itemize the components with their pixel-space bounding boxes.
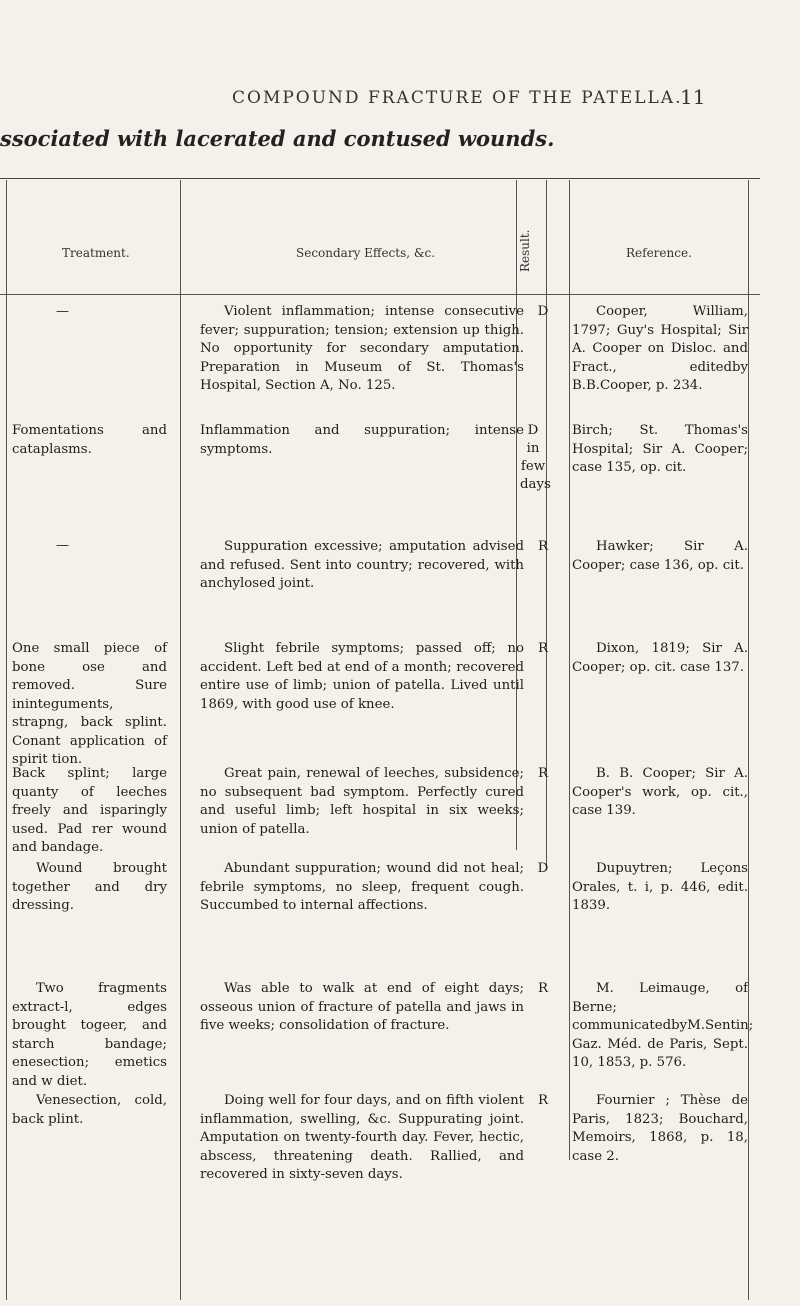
reference-cell: Hawker; Sir A. Cooper; case 136, op. cit. bbox=[572, 539, 748, 573]
running-head: COMPOUND FRACTURE OF THE PATELLA. bbox=[232, 88, 683, 108]
treatment-cell: Venesection, cold, back plint. bbox=[12, 1093, 167, 1127]
effects-cell: Great pain, renewal of leeches, subsidence; no subsequent bad symptom. Perfectly cured and useful limb; left hospital in six weeks; union of patella. bbox=[200, 766, 524, 837]
effects-cell: Was able to walk at end of eight days; osseous union of fracture of patella and jaws in five weeks; consolidation of fracture. bbox=[200, 981, 524, 1033]
header-rule bbox=[0, 294, 760, 295]
header-secondary-effects: Secondary Effects, &c. bbox=[296, 246, 436, 260]
result-cell: R bbox=[537, 981, 548, 996]
result-cell: R bbox=[537, 1093, 548, 1108]
reference-cell: Dupuytren; Leçons Orales, t. i, p. 446, edit. 1839. bbox=[572, 861, 748, 913]
column-rule bbox=[6, 180, 7, 1300]
treatment-cell: Two fragments extract-l, edges brought togeer, and starch bandage; enesection; emetics and w diet. bbox=[12, 981, 167, 1089]
result-cell: D bbox=[537, 861, 549, 876]
treatment-cell: One small piece of bone ose and removed. Sure ininteguments, strapng, back splint. Conant application of spirit tion. bbox=[12, 641, 167, 767]
treatment-cell: — bbox=[56, 538, 69, 553]
treatment-cell: — bbox=[56, 304, 69, 319]
column-rule bbox=[569, 180, 570, 1160]
treatment-cell: Back splint; large quanty of leeches freely and isparingly used. Pad rer wound and bandage. bbox=[12, 766, 167, 855]
result-cell: D in few days bbox=[520, 423, 551, 492]
result-cell: R bbox=[537, 641, 548, 656]
header-reference: Reference. bbox=[626, 246, 692, 260]
treatment-cell: Wound brought together and dry dressing. bbox=[12, 861, 167, 913]
reference-cell: Cooper, William, 1797; Guy's Hospital; Sir A. Cooper on Disloc. and Fract., editedby B.B.Cooper, p. 234. bbox=[572, 304, 748, 393]
column-rule bbox=[748, 180, 749, 1300]
reference-cell: B. B. Cooper; Sir A. Cooper's work, op. cit., case 139. bbox=[572, 766, 748, 818]
effects-cell: Inflammation and suppuration; intense symptoms. bbox=[200, 423, 524, 457]
effects-cell: Slight febrile symptoms; passed off; no accident. Left bed at end of a month; recovered entire use of limb; union of patella. Lived until 1869, with good use of knee. bbox=[200, 641, 524, 712]
section-subtitle: ssociated with lacerated and contused wounds. bbox=[0, 126, 555, 151]
page-number: 11 bbox=[680, 85, 706, 109]
result-cell: D bbox=[537, 304, 549, 319]
column-rule bbox=[516, 180, 517, 850]
reference-cell: Birch; St. Thomas's Hospital; Sir A. Cooper; case 135, op. cit. bbox=[572, 423, 748, 475]
column-rule bbox=[180, 180, 181, 1300]
header-result: Result. bbox=[518, 229, 532, 273]
header-treatment: Treatment. bbox=[62, 246, 130, 260]
effects-cell: Violent inflammation; intense consecutive fever; suppuration; tension; extension up thigh. No opportunity for secondary amputation. Preparation in Museum of St. Thomas's Hospital, Section A, No. 125. bbox=[200, 304, 524, 393]
effects-cell: Abundant suppuration; wound did not heal; febrile symptoms, no sleep, frequent cough. Succumbed to internal affections. bbox=[200, 861, 524, 913]
reference-cell: M. Leimauge, of Berne; communicatedbyM.Sentin; Gaz. Méd. de Paris, Sept. 10, 1853, p. 576. bbox=[572, 981, 754, 1070]
result-cell: R bbox=[537, 766, 548, 781]
effects-cell: Doing well for four days, and on fifth violent inflammation, swelling, &c. Suppurating joint. Amputation on twenty-fourth day. Fever, hectic, abscess, threatening death. Rallied, and recovered in sixty-seven days. bbox=[200, 1093, 524, 1182]
result-cell: R bbox=[537, 539, 548, 554]
treatment-cell: Fomentations and cataplasms. bbox=[12, 423, 167, 457]
reference-cell: Fournier ; Thèse de Paris, 1823; Bouchard, Memoirs, 1868, p. 18, case 2. bbox=[572, 1093, 748, 1164]
reference-cell: Dixon, 1819; Sir A. Cooper; op. cit. case 137. bbox=[572, 641, 748, 675]
effects-cell: Suppuration excessive; amputation advised and refused. Sent into country; recovered, with anchylosed joint. bbox=[200, 539, 524, 591]
table-top-rule bbox=[0, 178, 760, 179]
